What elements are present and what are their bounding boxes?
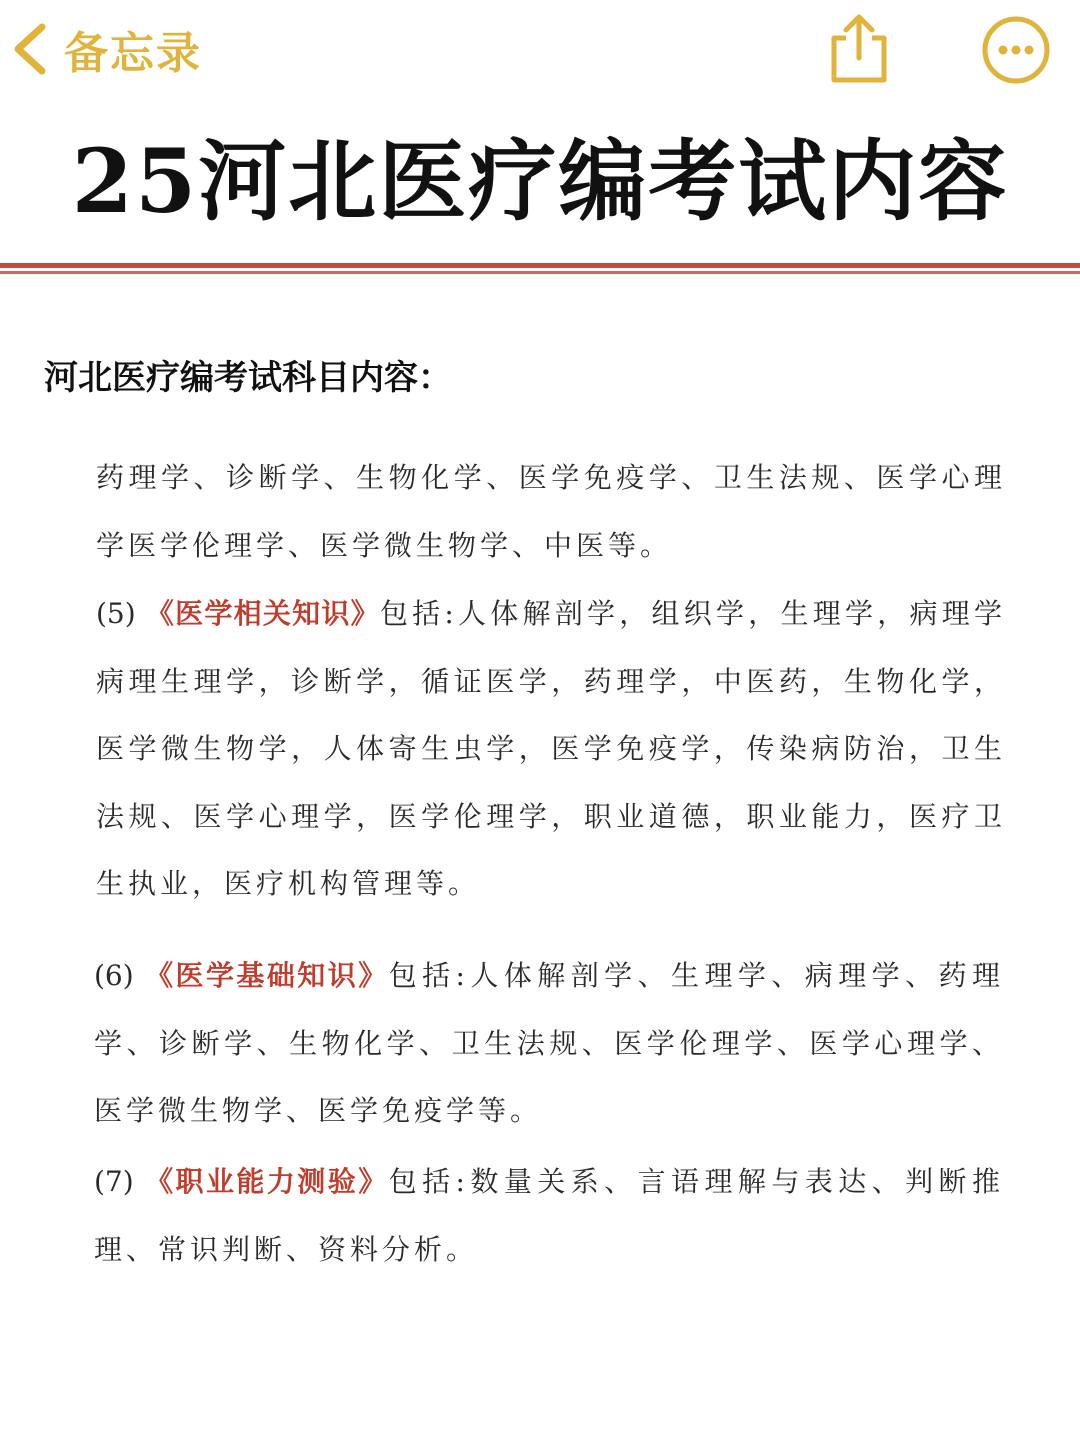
paragraph-basic-knowledge: [94, 942, 1004, 1145]
paragraph-number: (5): [96, 597, 136, 630]
paragraph-number: (7): [94, 1165, 134, 1198]
paragraph-number: (6): [94, 959, 134, 992]
subject-title: 《医学基础知识》: [143, 959, 389, 992]
paragraph-text: 药理学、诊断学、生物化学、医学免疫学、卫生法规、医学心理学医学伦理学、医学微生物学、中医等。: [96, 461, 1006, 562]
paragraph-text: 包括:人体解剖学，组织学，生理学，病理学病理生理学，诊断学，循证医学，药理学，中医药，生物化学，医学微生物学，人体寄生虫学，医学免疫学，传染病防治，卫生法规、医学心理学，医学伦理学，职业道德，职业能力，医疗卫生执业，医疗机构管理等。: [96, 597, 1006, 900]
nav-bar: [0, 0, 1080, 110]
paragraph-subject-list: [96, 444, 1006, 579]
more-icon[interactable]: [980, 14, 1052, 86]
back-button[interactable]: [6, 14, 202, 84]
paragraph-related-knowledge: [96, 580, 1006, 918]
paragraph-aptitude-test: [94, 1148, 1004, 1283]
paragraph-text: 包括:人体解剖学、生理学、病理学、药理学、诊断学、生物化学、卫生法规、医学伦理学、医学心理学、医学微生物学、医学免疫学等。: [94, 959, 1004, 1127]
chevron-left-icon: [6, 19, 56, 79]
paragraph-text: 包括:数量关系、言语理解与表达、判断推理、常识判断、资料分析。: [94, 1165, 1004, 1266]
share-icon[interactable]: [826, 10, 892, 86]
section-heading: 河北医疗编考试科目内容：: [44, 358, 452, 398]
subject-title: 《医学相关知识》: [145, 597, 380, 630]
subject-title: 《职业能力测验》: [143, 1165, 389, 1198]
page-title: 25河北医疗编考试内容: [71, 129, 1009, 233]
title-divider-thin: [0, 271, 1080, 274]
back-label: 备忘录: [64, 28, 202, 79]
title-divider: [0, 263, 1080, 268]
